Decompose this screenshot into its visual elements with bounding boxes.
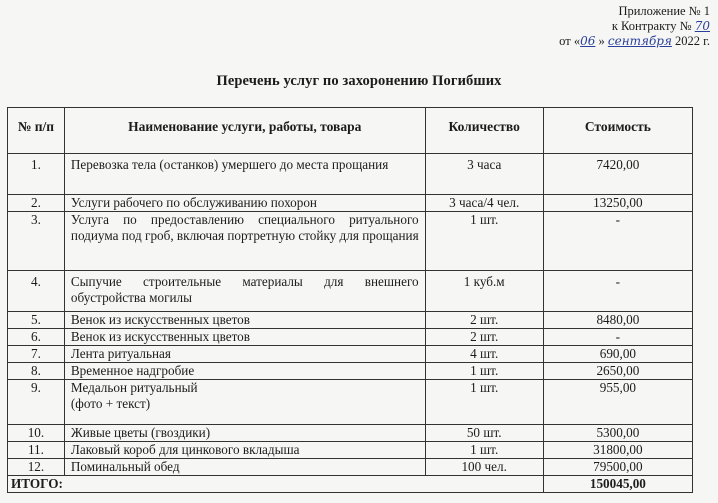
table-row — [8, 154, 693, 195]
row-cost: 79500,00 — [543, 459, 692, 476]
row-name: Живые цветы (гвоздики) — [64, 425, 425, 442]
row-name: Лаковый короб для цинкового вкладыша — [64, 442, 425, 459]
row-quantity: 1 куб.м — [425, 271, 543, 312]
row-name: Услуги рабочего по обслуживанию похорон — [64, 195, 425, 212]
row-name-line-1: Медальон ритуальный — [70, 380, 198, 395]
row-number: 5. — [8, 312, 65, 329]
table-row — [8, 346, 693, 363]
table-header-row — [8, 108, 693, 154]
row-quantity: 3 часа — [425, 154, 543, 195]
row-quantity: 2 шт. — [425, 329, 543, 346]
row-number: 2. — [8, 195, 65, 212]
date-day: 06 — [580, 34, 596, 48]
appendix-line-3 — [559, 34, 710, 49]
row-cost: 690,00 — [543, 346, 692, 363]
appendix-header — [559, 4, 710, 49]
contract-label: к Контракту № — [611, 19, 692, 33]
row-quantity: 1 шт. — [425, 380, 543, 425]
row-number: 4. — [8, 271, 65, 312]
row-name: Временное надгробие — [64, 363, 425, 380]
row-number: 3. — [8, 212, 65, 271]
row-cost: 31800,00 — [543, 442, 692, 459]
total-label: ИТОГО: — [8, 476, 544, 493]
table-row — [8, 442, 693, 459]
row-quantity: 2 шт. — [425, 312, 543, 329]
document-title: Перечень услуг по захоронению Погибших — [216, 73, 502, 89]
appendix-line-2 — [559, 19, 710, 34]
row-name: Венок из искусственных цветов — [64, 312, 425, 329]
table-row — [8, 363, 693, 380]
header-number: № п/п — [8, 108, 65, 154]
row-quantity: 50 шт. — [425, 425, 543, 442]
date-month: сентября — [607, 34, 672, 48]
header-quantity: Количество — [425, 108, 543, 154]
table-row — [8, 425, 693, 442]
row-cost: 13250,00 — [543, 195, 692, 212]
table-row — [8, 212, 693, 271]
row-cost: 8480,00 — [543, 312, 692, 329]
row-quantity: 4 шт. — [425, 346, 543, 363]
services-table — [7, 107, 693, 493]
row-number: 8. — [8, 363, 65, 380]
contract-number: 70 — [694, 19, 710, 33]
date-year: 2022 г. — [675, 34, 710, 48]
row-cost: 2650,00 — [543, 363, 692, 380]
row-name: Поминальный обед — [64, 459, 425, 476]
row-name: Лента ритуальная — [64, 346, 425, 363]
row-name: Венок из искусственных цветов — [64, 329, 425, 346]
row-cost: - — [543, 271, 692, 312]
row-name: Сыпучие строительные материалы для внешнего обустройства могилы — [64, 271, 425, 312]
header-cost: Стоимость — [543, 108, 692, 154]
date-prefix: от « — [559, 34, 581, 48]
table-row — [8, 271, 693, 312]
row-name: Услуга по предоставлению специального ритуального подиума под гроб, включая портретную стойку для прощания — [64, 212, 425, 271]
table-row — [8, 195, 693, 212]
row-number: 1. — [8, 154, 65, 195]
row-cost: - — [543, 329, 692, 346]
table-row — [8, 312, 693, 329]
row-quantity: 3 часа/4 чел. — [425, 195, 543, 212]
row-cost: 5300,00 — [543, 425, 692, 442]
row-quantity: 1 шт. — [425, 363, 543, 380]
row-number: 6. — [8, 329, 65, 346]
row-number: 12. — [8, 459, 65, 476]
row-cost: 7420,00 — [543, 154, 692, 195]
table-row — [8, 329, 693, 346]
row-name — [64, 380, 425, 425]
row-quantity: 100 чел. — [425, 459, 543, 476]
row-number: 9. — [8, 380, 65, 425]
row-number: 10. — [8, 425, 65, 442]
row-quantity: 1 шт. — [425, 212, 543, 271]
row-number: 7. — [8, 346, 65, 363]
row-name-line-2: (фото + текст) — [70, 396, 151, 411]
table-row — [8, 380, 693, 425]
table-row — [8, 459, 693, 476]
total-value: 150045,00 — [543, 476, 692, 493]
appendix-line-1: Приложение № 1 — [618, 4, 710, 18]
row-name: Перевозка тела (останков) умершего до места прощания — [64, 154, 425, 195]
row-cost: - — [543, 212, 692, 271]
row-cost: 955,00 — [543, 380, 692, 425]
row-quantity: 1 шт. — [425, 442, 543, 459]
header-name: Наименование услуги, работы, товара — [64, 108, 425, 154]
date-mid: » — [598, 34, 605, 48]
row-number: 11. — [8, 442, 65, 459]
total-row — [8, 476, 693, 493]
